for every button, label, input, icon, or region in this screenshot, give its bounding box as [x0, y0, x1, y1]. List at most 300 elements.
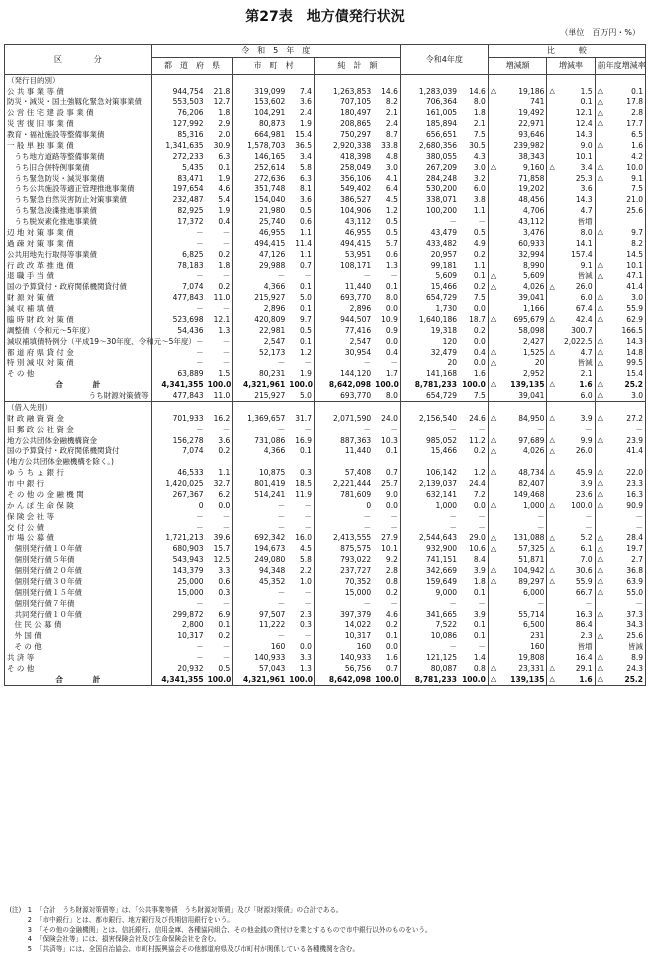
- cell-value: 0.2: [206, 282, 233, 293]
- cell-value: 19,492: [501, 108, 547, 119]
- cell-value: 1.1: [206, 468, 233, 479]
- cell-value: 97,689: [501, 435, 547, 446]
- cell-value: 654,729: [400, 390, 459, 401]
- cell-value: 2.1: [560, 369, 596, 380]
- cell-value: 皆増: [560, 216, 596, 227]
- table-row: [5, 358, 646, 369]
- cell-value: 2,896: [233, 303, 287, 314]
- cell-value: 8.0: [560, 227, 596, 238]
- cell-value: [287, 457, 314, 468]
- cell-value: [608, 75, 646, 86]
- cell-value: 78,183: [151, 260, 205, 271]
- row-label: 個別発行債２０年債: [5, 565, 152, 576]
- cell-value: 25.3: [560, 173, 596, 184]
- cell-value: 19,808: [501, 652, 547, 663]
- note-number: 4: [27, 935, 32, 944]
- cell-value: 1,640,186: [400, 314, 459, 325]
- cell-value: 12.1: [206, 314, 233, 325]
- cell-value: 10.1: [373, 544, 400, 555]
- cell-value: －: [373, 358, 400, 369]
- cell-value: 6,000: [501, 587, 547, 598]
- cell-value: 2.8: [373, 565, 400, 576]
- cell-value: －: [287, 500, 314, 511]
- header-hikaku: 比 較: [488, 45, 645, 58]
- minus-sign: [547, 140, 560, 151]
- minus-sign: [547, 260, 560, 271]
- table-row: [5, 652, 646, 663]
- cell-value: 272,636: [233, 173, 287, 184]
- cell-value: 0.5: [373, 216, 400, 227]
- table-row: [5, 609, 646, 620]
- cell-value: 6.2: [206, 489, 233, 500]
- cell-value: －: [373, 511, 400, 522]
- cell-value: 66.7: [560, 587, 596, 598]
- cell-value: 15,466: [400, 282, 459, 293]
- cell-value: －: [151, 271, 205, 282]
- cell-value: 0.1: [459, 631, 488, 642]
- row-label: ゆ う ち ょ 銀 行: [5, 468, 152, 479]
- cell-value: 159,649: [400, 576, 459, 587]
- cell-value: 4,321,961: [233, 380, 287, 391]
- minus-sign: △: [488, 271, 501, 282]
- cell-value: 41.4: [608, 282, 646, 293]
- cell-value: [608, 457, 646, 468]
- cell-value: －: [373, 271, 400, 282]
- cell-value: 1,263,853: [314, 86, 373, 97]
- table-row: [5, 576, 646, 587]
- cell-value: 2,022.5: [560, 336, 596, 347]
- cell-value: 10,875: [233, 468, 287, 479]
- cell-value: 2.7: [608, 555, 646, 566]
- row-label: 外 国 債: [5, 631, 152, 642]
- cell-value: 1,000: [501, 500, 547, 511]
- cell-value: －: [400, 424, 459, 435]
- table-row: [5, 249, 646, 260]
- unit-label: （単位 百万円・%）: [560, 28, 640, 37]
- cell-value: 18.7: [459, 314, 488, 325]
- table-row: [5, 151, 646, 162]
- cell-value: 23.3: [608, 478, 646, 489]
- minus-sign: [488, 303, 501, 314]
- cell-value: 693,770: [314, 293, 373, 304]
- cell-value: 0.0: [459, 336, 488, 347]
- cell-value: 4.3: [459, 151, 488, 162]
- cell-value: 3.3: [287, 652, 314, 663]
- minus-sign: [488, 522, 501, 533]
- cell-value: [206, 402, 233, 413]
- cell-value: 0.2: [459, 282, 488, 293]
- minus-sign: [547, 424, 560, 435]
- cell-value: 530,200: [400, 184, 459, 195]
- cell-value: 4.7: [560, 206, 596, 217]
- cell-value: 6.0: [560, 293, 596, 304]
- cell-value: 25.2: [608, 380, 646, 391]
- table-row: [5, 446, 646, 457]
- minus-sign: [547, 227, 560, 238]
- cell-value: 985,052: [400, 435, 459, 446]
- cell-value: 100,200: [400, 206, 459, 217]
- cell-value: 80,231: [233, 369, 287, 380]
- minus-sign: △: [595, 336, 608, 347]
- minus-sign: △: [488, 162, 501, 173]
- cell-value: 100.0: [560, 500, 596, 511]
- row-label: 地方公共団体金融機構資金: [5, 435, 152, 446]
- minus-sign: △: [595, 533, 608, 544]
- cell-value: 2.3: [560, 631, 596, 642]
- row-label: 共同発行債１０年債: [5, 609, 152, 620]
- cell-value: 695,679: [501, 314, 547, 325]
- cell-value: 4.1: [373, 173, 400, 184]
- cell-value: 157.4: [560, 249, 596, 260]
- cell-value: 37.3: [608, 609, 646, 620]
- cell-value: 93,646: [501, 129, 547, 140]
- table-row: [5, 413, 646, 424]
- minus-sign: △: [547, 533, 560, 544]
- cell-value: －: [459, 511, 488, 522]
- cell-value: 0: [314, 500, 373, 511]
- cell-value: 16.0: [287, 533, 314, 544]
- table-row: [5, 293, 646, 304]
- cell-value: [400, 457, 459, 468]
- cell-value: 7,074: [151, 446, 205, 457]
- minus-sign: △: [547, 347, 560, 358]
- cell-value: －: [314, 511, 373, 522]
- cell-value: 543,943: [151, 555, 205, 566]
- minus-sign: △: [547, 314, 560, 325]
- row-label: 個別発行債５年債: [5, 555, 152, 566]
- cell-value: －: [287, 631, 314, 642]
- cell-value: 19.7: [608, 544, 646, 555]
- minus-sign: [488, 97, 501, 108]
- cell-value: 1.9: [287, 369, 314, 380]
- minus-sign: △: [488, 674, 501, 685]
- cell-value: 2.2: [287, 565, 314, 576]
- cell-value: 1,000: [400, 500, 459, 511]
- minus-sign: △: [488, 468, 501, 479]
- minus-sign: [488, 652, 501, 663]
- cell-value: 85,316: [151, 129, 205, 140]
- table-row: [5, 108, 646, 119]
- cell-value: 5,609: [501, 271, 547, 282]
- header-junkei: 純 計 額: [314, 58, 400, 75]
- cell-value: 7.4: [287, 86, 314, 97]
- cell-value: 5,609: [400, 271, 459, 282]
- cell-value: 10.0: [608, 162, 646, 173]
- cell-value: 656,651: [400, 129, 459, 140]
- cell-value: 21,980: [233, 206, 287, 217]
- cell-value: 12.7: [206, 97, 233, 108]
- table-row: [5, 533, 646, 544]
- note-item: [6, 945, 646, 955]
- cell-value: －: [206, 424, 233, 435]
- cell-value: 83,471: [151, 173, 205, 184]
- cell-value: 2,156,540: [400, 413, 459, 424]
- cell-value: 131,088: [501, 533, 547, 544]
- cell-value: 7,522: [400, 620, 459, 631]
- cell-value: 9.1: [608, 173, 646, 184]
- cell-value: 皆増: [560, 642, 596, 653]
- cell-value: －: [233, 358, 287, 369]
- cell-value: 10.6: [459, 544, 488, 555]
- cell-value: 1.3: [373, 260, 400, 271]
- cell-value: 140,933: [314, 652, 373, 663]
- cell-value: 25.7: [373, 478, 400, 489]
- cell-value: 0.6: [287, 216, 314, 227]
- table-row: [5, 238, 646, 249]
- cell-value: 14.3: [608, 336, 646, 347]
- table-row: [5, 129, 646, 140]
- cell-value: 2,071,590: [314, 413, 373, 424]
- row-label: 臨 時 財 政 対 策 債: [5, 314, 152, 325]
- minus-sign: [595, 511, 608, 522]
- minus-sign: △: [595, 97, 608, 108]
- cell-value: [560, 457, 596, 468]
- cell-value: [501, 402, 547, 413]
- cell-value: 23,331: [501, 663, 547, 674]
- cell-value: 0.5: [373, 227, 400, 238]
- cell-value: 0.1: [459, 620, 488, 631]
- cell-value: －: [459, 642, 488, 653]
- cell-value: [501, 457, 547, 468]
- minus-sign: [488, 620, 501, 631]
- table-row: [5, 544, 646, 555]
- minus-sign: [488, 402, 501, 413]
- cell-value: 20,957: [400, 249, 459, 260]
- minus-sign: △: [488, 663, 501, 674]
- note-item: [6, 916, 646, 926]
- minus-sign: [488, 609, 501, 620]
- cell-value: 14.6: [373, 86, 400, 97]
- cell-value: 801,419: [233, 478, 287, 489]
- table-row: [5, 303, 646, 314]
- cell-value: －: [151, 642, 205, 653]
- cell-value: 11,222: [233, 620, 287, 631]
- cell-value: 2,427: [501, 336, 547, 347]
- cell-value: 707,105: [314, 97, 373, 108]
- minus-sign: [595, 424, 608, 435]
- cell-value: 16.4: [560, 652, 596, 663]
- cell-value: －: [314, 522, 373, 533]
- cell-value: 86.4: [560, 620, 596, 631]
- cell-value: [560, 75, 596, 86]
- cell-value: －: [608, 424, 646, 435]
- cell-value: 30.6: [560, 565, 596, 576]
- cell-value: 1.5: [560, 86, 596, 97]
- cell-value: 1.8: [206, 108, 233, 119]
- cell-value: 21.8: [206, 86, 233, 97]
- cell-value: 3.6: [206, 435, 233, 446]
- minus-sign: △: [595, 380, 608, 391]
- cell-value: 32,994: [501, 249, 547, 260]
- header-kubun: 区 分: [5, 45, 152, 75]
- cell-value: 0.1: [373, 282, 400, 293]
- cell-value: －: [373, 522, 400, 533]
- cell-value: 208,865: [314, 119, 373, 130]
- cell-value: 94,348: [233, 565, 287, 576]
- cell-value: 14.3: [560, 195, 596, 206]
- cell-value: 14.5: [608, 249, 646, 260]
- row-label: そ の 他: [5, 642, 152, 653]
- cell-value: 31.7: [287, 413, 314, 424]
- cell-value: 51,871: [501, 555, 547, 566]
- minus-sign: [547, 489, 560, 500]
- row-label: 財 政 融 資 資 金: [5, 413, 152, 424]
- cell-value: 8,642,098: [314, 674, 373, 685]
- cell-value: 57,325: [501, 544, 547, 555]
- cell-value: 477,843: [151, 293, 205, 304]
- cell-value: 0.0: [459, 358, 488, 369]
- minus-sign: [488, 151, 501, 162]
- cell-value: －: [608, 522, 646, 533]
- cell-value: 341,665: [400, 609, 459, 620]
- minus-sign: [547, 216, 560, 227]
- cell-value: 12.5: [206, 555, 233, 566]
- minus-sign: [488, 173, 501, 184]
- minus-sign: [488, 369, 501, 380]
- cell-value: 80,873: [233, 119, 287, 130]
- cell-value: 0.5: [287, 206, 314, 217]
- cell-value: [400, 402, 459, 413]
- cell-value: 9.7: [608, 227, 646, 238]
- table-row: [5, 97, 646, 108]
- row-label: 住 民 公 募 債: [5, 620, 152, 631]
- minus-sign: △: [595, 576, 608, 587]
- cell-value: 356,106: [314, 173, 373, 184]
- minus-sign: [488, 642, 501, 653]
- minus-sign: △: [488, 446, 501, 457]
- minus-sign: [488, 457, 501, 468]
- minus-sign: [488, 260, 501, 271]
- cell-value: 1,420,025: [151, 478, 205, 489]
- cell-value: 750,297: [314, 129, 373, 140]
- cell-value: 4,321,961: [233, 674, 287, 685]
- row-label: 国の予算貸付・政府関係機関貸付: [5, 446, 152, 457]
- table-row: [5, 206, 646, 217]
- cell-value: 0.2: [373, 620, 400, 631]
- minus-sign: △: [547, 468, 560, 479]
- note-number: 2: [27, 915, 32, 924]
- minus-sign: △: [595, 413, 608, 424]
- cell-value: 2,952: [501, 369, 547, 380]
- row-label: 減収補填債特例分（平成19～30年度、令和元～5年度）: [5, 336, 152, 347]
- cell-value: 9,160: [501, 162, 547, 173]
- cell-value: 14.1: [560, 238, 596, 249]
- cell-value: 693,770: [314, 390, 373, 401]
- cell-value: 22.0: [608, 468, 646, 479]
- cell-value: 267,209: [400, 162, 459, 173]
- cell-value: 0.2: [459, 325, 488, 336]
- minus-sign: [488, 75, 501, 86]
- cell-value: 4,706: [501, 206, 547, 217]
- cell-value: 39,041: [501, 293, 547, 304]
- cell-value: 14,022: [314, 620, 373, 631]
- cell-value: 2.9: [206, 119, 233, 130]
- header-zennen: 前年度増減率: [595, 58, 645, 75]
- row-label: 過 疎 対 策 事 業 債: [5, 238, 152, 249]
- cell-value: 237,727: [314, 565, 373, 576]
- cell-value: 0.2: [206, 631, 233, 642]
- minus-sign: △: [488, 533, 501, 544]
- row-label: うち緊急浚渫推進事業債: [5, 206, 152, 217]
- cell-value: 1.3: [206, 325, 233, 336]
- cell-value: 215,927: [233, 390, 287, 401]
- cell-value: －: [206, 652, 233, 663]
- cell-value: 10.9: [373, 314, 400, 325]
- cell-value: 10,086: [400, 631, 459, 642]
- cell-value: 23.6: [560, 489, 596, 500]
- row-label: 市 中 銀 行: [5, 478, 152, 489]
- cell-value: 153,602: [233, 97, 287, 108]
- row-label: 個別発行債７年債: [5, 598, 152, 609]
- minus-sign: [488, 227, 501, 238]
- cell-value: 3.8: [459, 195, 488, 206]
- row-label: 防災・減災・国土強靱化緊急対策事業債: [5, 97, 152, 108]
- note-number: 3: [27, 925, 32, 934]
- minus-sign: [488, 249, 501, 260]
- table-row: [5, 598, 646, 609]
- minus-sign: [488, 119, 501, 130]
- cell-value: 232,487: [151, 195, 205, 206]
- minus-sign: [595, 446, 608, 457]
- minus-sign: [488, 129, 501, 140]
- cell-value: 3.9: [459, 609, 488, 620]
- row-label: 辺 地 対 策 事 業 債: [5, 227, 152, 238]
- cell-value: －: [151, 303, 205, 314]
- cell-value: 7.5: [459, 129, 488, 140]
- cell-value: 100.0: [459, 380, 488, 391]
- cell-value: 17.8: [608, 97, 646, 108]
- minus-sign: △: [595, 544, 608, 555]
- cell-value: 1.1: [287, 227, 314, 238]
- cell-value: 15,466: [400, 446, 459, 457]
- cell-value: 0.1: [206, 162, 233, 173]
- cell-value: 258,049: [314, 162, 373, 173]
- cell-value: －: [459, 424, 488, 435]
- cell-value: 2.4: [373, 119, 400, 130]
- cell-value: 0.0: [287, 642, 314, 653]
- minus-sign: [547, 609, 560, 620]
- cell-value: －: [233, 500, 287, 511]
- row-label: そ の 他: [5, 369, 152, 380]
- cell-value: －: [206, 598, 233, 609]
- minus-sign: △: [595, 86, 608, 97]
- cell-value: 1.9: [287, 119, 314, 130]
- cell-value: 皆減: [608, 642, 646, 653]
- cell-value: 7.0: [560, 555, 596, 566]
- table-row: [5, 86, 646, 97]
- minus-sign: [547, 522, 560, 533]
- cell-value: 9.9: [560, 435, 596, 446]
- row-label: 交 付 公 債: [5, 522, 152, 533]
- cell-value: 3.4: [560, 162, 596, 173]
- minus-sign: [547, 195, 560, 206]
- cell-value: 706,364: [400, 97, 459, 108]
- row-label: 行 政 改 革 推 進 債: [5, 260, 152, 271]
- cell-value: 100.0: [459, 674, 488, 685]
- cell-value: 皆減: [560, 358, 596, 369]
- minus-sign: [488, 293, 501, 304]
- cell-value: 0.8: [373, 576, 400, 587]
- cell-value: 3,476: [501, 227, 547, 238]
- cell-value: 99.5: [608, 358, 646, 369]
- table-row: [5, 555, 646, 566]
- cell-value: 1.6: [560, 380, 596, 391]
- row-label: 災 害 復 旧 事 業 債: [5, 119, 152, 130]
- cell-value: 43,112: [501, 216, 547, 227]
- cell-value: 0.0: [459, 500, 488, 511]
- cell-value: 11,440: [314, 446, 373, 457]
- minus-sign: [488, 206, 501, 217]
